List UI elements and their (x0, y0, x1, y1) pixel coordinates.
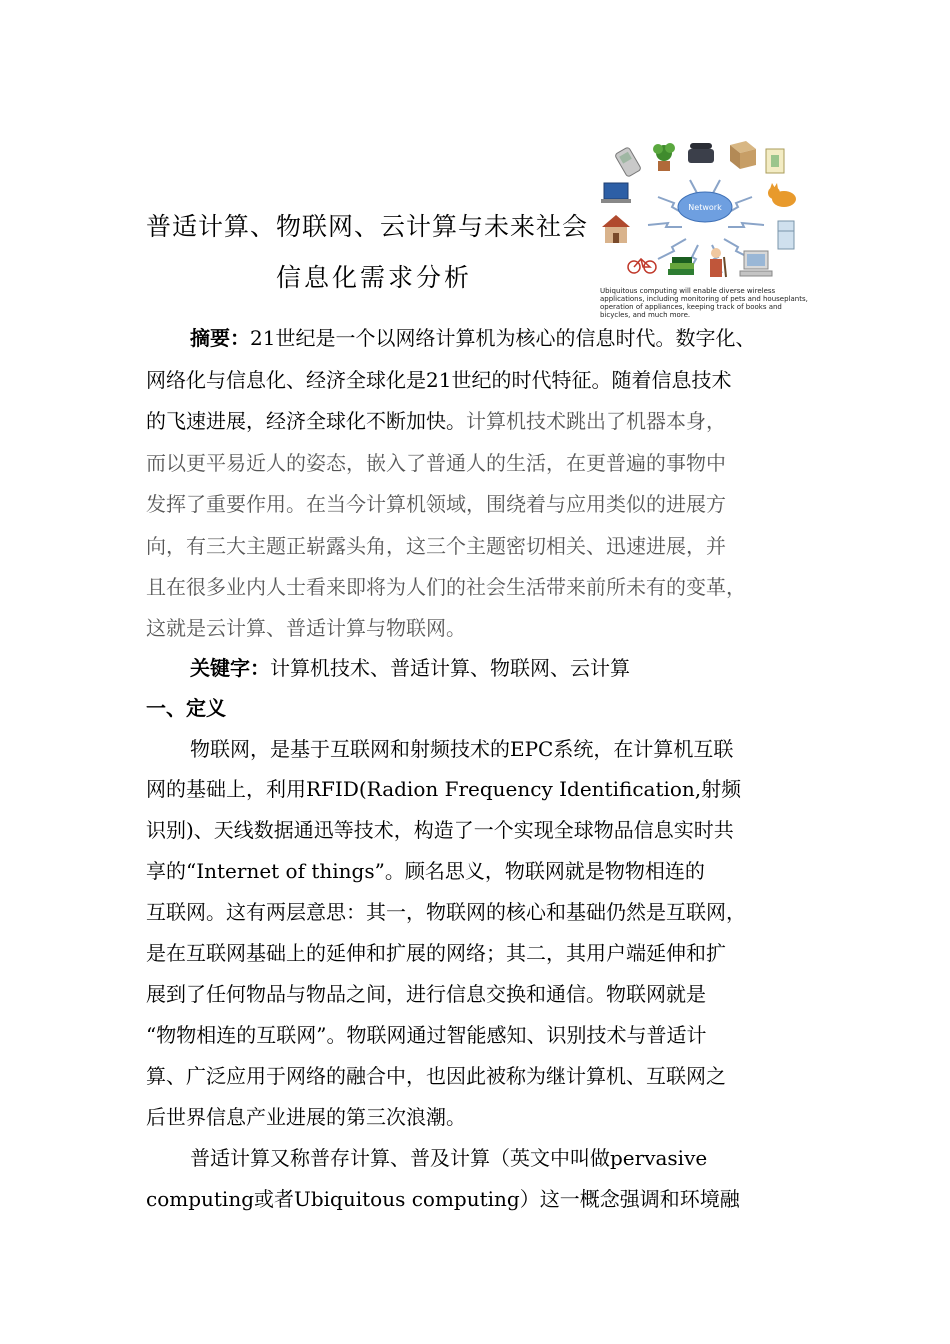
abstract-line-7: 且在很多业内人士看来即将为人们的社会生活带来前所未有的变革， (146, 575, 746, 599)
paragraph-1-line-1: 物联网，是基于互联网和射频技术的EPC系统，在计算机互联 (190, 737, 734, 761)
paragraph-1-line-5: 互联网。这有两层意思：其一，物联网的核心和基础仍然是互联网， (146, 900, 746, 924)
abstract-line-4: 而以更平易近人的姿态，嵌入了普通人的生活，在更普遍的事物中 (146, 451, 726, 475)
abstract-label: 摘要： (190, 326, 250, 350)
cat-icon (768, 183, 796, 207)
light-switch-icon (766, 149, 784, 173)
paragraph-1-line-4: 享的“Internet of things”。顾名思义，物联网就是物物相连的 (146, 859, 705, 883)
books-icon (668, 257, 694, 275)
desk-phone-icon (688, 143, 714, 163)
abstract-line-1 (190, 322, 755, 351)
abstract-line-6: 向，有三大主题正崭露头角，这三个主题密切相关、迅速进展，并 (146, 534, 726, 558)
paragraph-1-line-8: “物物相连的互联网”。物联网通过智能感知、识别技术与普适计 (146, 1023, 707, 1047)
page-title-line-1: 普适计算、物联网、云计算与未来社会 (146, 212, 589, 241)
paragraph-1-line-9: 算、广泛应用于网络的融合中，也因此被称为继计算机、互联网之 (146, 1064, 726, 1088)
abstract-line-8: 这就是云计算、普适计算与物联网。 (146, 616, 466, 640)
keywords-text: 计算机技术、普适计算、物联网、云计算 (270, 656, 630, 680)
keywords-line (190, 652, 630, 681)
package-icon (730, 141, 756, 169)
abstract-text-3a: 的飞速进展，经济全球化不断加快。 (146, 409, 466, 433)
paragraph-1-line-7: 展到了任何物品与物品之间，进行信息交换和通信。物联网就是 (146, 982, 706, 1006)
paragraph-1-line-3: 识别)、天线数据通迅等技术，构造了一个实现全球物品信息实时共 (146, 818, 734, 842)
network-hub-label: Network (688, 203, 722, 212)
abstract-text-1: 21世纪是一个以网络计算机为核心的信息时代。数字化、 (250, 326, 756, 350)
abstract-line-5: 发挥了重要作用。在当今计算机领域，围绕着与应用类似的进展方 (146, 492, 726, 516)
laptop-icon (601, 183, 631, 203)
paragraph-1-line-2: 网的基础上，利用RFID(Radion Frequency Identification,射频 (146, 777, 742, 801)
page-title-line-2: 信息化需求分析 (276, 263, 473, 292)
section-heading: 一、定义 (146, 696, 226, 720)
abstract-line-2: 网络化与信息化、经济全球化是21世纪的时代特征。随着信息技术 (146, 368, 732, 392)
refrigerator-icon (778, 221, 794, 249)
figure-caption: Ubiquitous computing will enable diverse wireless applications, including monitoring of pets and houseplants, operation of appliances, keeping track of books and bicycles, and much more. (600, 287, 808, 319)
houseplant-icon (653, 143, 675, 171)
house-icon (602, 215, 630, 243)
paragraph-1-line-6: 是在互联网基础上的延伸和扩展的网络；其二，其用户端延伸和扩 (146, 941, 726, 965)
abstract-text-3b: 计算机技术跳出了机器本身， (466, 409, 726, 433)
paragraph-1-line-10: 后世界信息产业进展的第三次浪潮。 (146, 1105, 466, 1129)
paragraph-2-line-1: 普适计算又称普存计算、普及计算（英文中叫做pervasive (190, 1146, 708, 1170)
abstract-line-3 (146, 405, 726, 434)
paragraph-2-line-2: computing或者Ubiquitous computing）这一概念强调和环境融 (146, 1187, 740, 1211)
desktop-computer-icon (740, 251, 772, 276)
person-icon (710, 248, 726, 277)
mobile-phone-icon (615, 147, 642, 178)
keywords-label: 关键字： (190, 656, 270, 680)
bicycle-icon (628, 259, 656, 273)
